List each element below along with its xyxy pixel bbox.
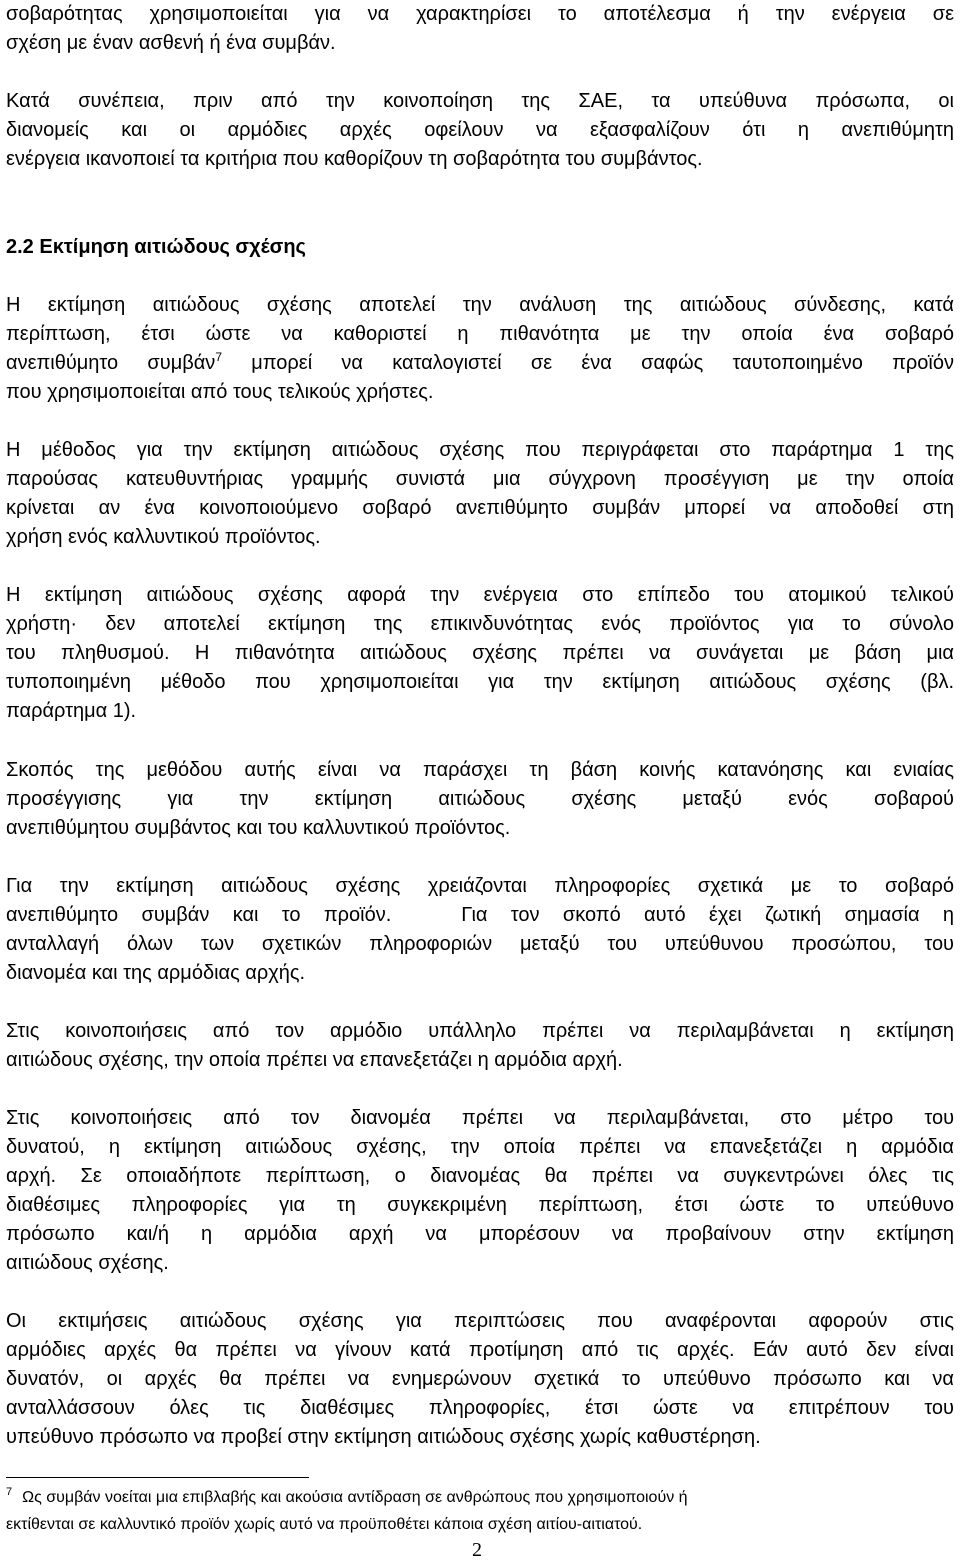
paragraph-method	[6, 436, 954, 552]
text-line: Οι εκτιμήσεις αιτιώδους σχέσης για περιπτώσεις που αναφέρονται αφορούν στις	[6, 1310, 954, 1332]
footnote-line	[6, 1484, 946, 1511]
text-line: ανταλλάσσουν όλες τις διαθέσιμες πληροφορίες, έτσι ώστε να επιτρέπουν του	[6, 1397, 954, 1419]
text-line: Στις κοινοποιήσεις από τον αρμόδιο υπάλληλο πρέπει να περιλαμβάνεται η εκτίμηση	[6, 1020, 954, 1042]
text-line: δυνατού, η εκτίμηση αιτιώδους σχέσης, την οποία πρέπει να επανεξετάζει η αρμόδια	[6, 1136, 954, 1158]
page-number: 2	[472, 1539, 482, 1561]
text-line: του πληθυσμού. Η πιθανότητα αιτιώδους σχέσης πρέπει να συνάγεται με βάση μια	[6, 642, 954, 664]
text-line: Η μέθοδος για την εκτίμηση αιτιώδους σχέσης που περιγράφεται στο παράρτημα 1 της	[6, 439, 954, 461]
paragraph-information-exchange	[6, 872, 954, 988]
text-line: διαθέσιμες πληροφορίες για τη συγκεκριμένη περίπτωση, έτσι ώστε το υπεύθυνο	[6, 1194, 954, 1216]
text-line: τυποποιημένη μέθοδο που χρησιμοποιείται για την εκτίμηση αιτιώδους σχέσης (βλ.	[6, 671, 954, 693]
paragraph-continuation	[6, 0, 954, 58]
text-line: αρμόδιες αρχές θα πρέπει να γίνουν κατά προτίμηση από τις αρχές. Εάν αυτό δεν είναι	[6, 1339, 954, 1361]
text-line: περίπτωση, έτσι ώστε να καθοριστεί η πιθανότητα με την οποία ένα σοβαρό	[6, 323, 954, 345]
text-line: Για την εκτίμηση αιτιώδους σχέσης χρειάζονται πληροφορίες σχετικά με το σοβαρό	[6, 875, 954, 897]
text-fragment: μπορεί να καταλογιστεί σε ένα σαφώς ταυτοποιημένο προϊόν	[222, 352, 954, 374]
paragraph-individual-user	[6, 581, 954, 726]
text-line: ανεπιθύμητου συμβάντος και του καλλυντικού προϊόντος.	[6, 817, 511, 839]
text-line: σχέση με έναν ασθενή ή ένα συμβάν.	[6, 32, 336, 54]
paragraph-professional-notifications	[6, 1017, 954, 1075]
text-line: παρούσας κατευθυντήριας γραμμής συνιστά μια σύγχρονη προσέγγιση με την οποία	[6, 468, 954, 490]
paragraph-causality-definition	[6, 291, 954, 407]
text-line: πρόσωπο και/ή η αρμόδια αρχή να μπορέσουν να προβαίνουν στην εκτίμηση	[6, 1223, 954, 1245]
footnote-text: Ως συμβάν νοείται μια επιβλαβής και ακούσια αντίδραση σε ανθρώπους που χρησιμοποιούν ή	[22, 1489, 688, 1506]
text-line: διανομείς και οι αρμόδιες αρχές οφείλουν να εξασφαλίζουν ότι η ανεπιθύμητη	[6, 119, 954, 141]
text-line: δυνατόν, οι αρχές θα πρέπει να ενημερώνουν σχετικά το υπεύθυνο πρόσωπο και να	[6, 1368, 954, 1390]
text-line: Η εκτίμηση αιτιώδους σχέσης αφορά την ενέργεια στο επίπεδο του ατομικού τελικού	[6, 584, 954, 606]
text-line: σοβαρότητας χρησιμοποιείται για να χαρακτηρίσει το αποτέλεσμα ή την ενέργεια σε	[6, 3, 954, 25]
text-line: Κατά συνέπεια, πριν από την κοινοποίηση της ΣΑΕ, τα υπεύθυνα πρόσωπα, οι	[6, 90, 954, 112]
paragraph-intro	[6, 87, 954, 174]
paragraph-authority-assessments	[6, 1307, 954, 1452]
text-line: ανεπιθύμητο συμβάν και το προϊόν. Για τον σκοπό αυτό έχει ζωτική σημασία η	[6, 904, 954, 926]
paragraph-purpose	[6, 756, 954, 843]
paragraph-distributor-notifications	[6, 1104, 954, 1278]
text-line: αρχή. Σε οποιαδήποτε περίπτωση, ο διανομέας θα πρέπει να συγκεντρώνει όλες τις	[6, 1165, 954, 1187]
text-line: Η εκτίμηση αιτιώδους σχέσης αποτελεί την ανάλυση της αιτιώδους σύνδεσης, κατά	[6, 294, 954, 316]
text-line: διανομέα και της αρμόδιας αρχής.	[6, 962, 306, 984]
text-line: ανταλλαγή όλων των σχετικών πληροφοριών μεταξύ του υπεύθυνου προσώπου, του	[6, 933, 954, 955]
footnote	[6, 1484, 946, 1538]
section-heading: 2.2 Εκτίμηση αιτιώδους σχέσης	[6, 236, 306, 258]
text-line: Σκοπός της μεθόδου αυτής είναι να παράσχει τη βάση κοινής κατανόησης και ενιαίας	[6, 759, 954, 781]
text-line: παράρτημα 1).	[6, 700, 137, 722]
text-fragment: ανεπιθύμητο συμβάν	[6, 352, 216, 374]
text-line	[6, 349, 954, 378]
text-line: ενέργεια ικανοποιεί τα κριτήρια που καθορίζουν τη σοβαρότητα του συμβάντος.	[6, 148, 703, 170]
text-line: που χρησιμοποιείται από τους τελικούς χρήστες.	[6, 381, 434, 403]
footnote-line: εκτίθενται σε καλλυντικό προϊόν χωρίς αυτό να προϋποθέτει κάποια σχέση αιτίου-αιτιατού.	[6, 1516, 643, 1533]
text-line: Στις κοινοποιήσεις από τον διανομέα πρέπει να περιλαμβάνεται, στο μέτρο του	[6, 1107, 954, 1129]
text-line: αιτιώδους σχέσης, την οποία πρέπει να επανεξετάζει η αρμόδια αρχή.	[6, 1049, 623, 1071]
text-line: χρήση ενός καλλυντικού προϊόντος.	[6, 526, 321, 548]
text-line: κρίνεται αν ένα κοινοποιούμενο σοβαρό ανεπιθύμητο συμβάν μπορεί να αποδοθεί στη	[6, 497, 954, 519]
text-line: αιτιώδους σχέσης.	[6, 1252, 169, 1274]
footnote-number: 7	[6, 1486, 13, 1498]
text-line: χρήστη· δεν αποτελεί εκτίμηση της επικινδυνότητας ενός προϊόντος για το σύνολο	[6, 613, 954, 635]
footnote-reference: 7	[215, 350, 222, 364]
footnote-separator	[6, 1477, 309, 1478]
text-line: προσέγγισης για την εκτίμηση αιτιώδους σχέσης μεταξύ ενός σοβαρού	[6, 788, 954, 810]
text-line: υπεύθυνο πρόσωπο να προβεί στην εκτίμηση αιτιώδους σχέσης χωρίς καθυστέρηση.	[6, 1426, 761, 1448]
